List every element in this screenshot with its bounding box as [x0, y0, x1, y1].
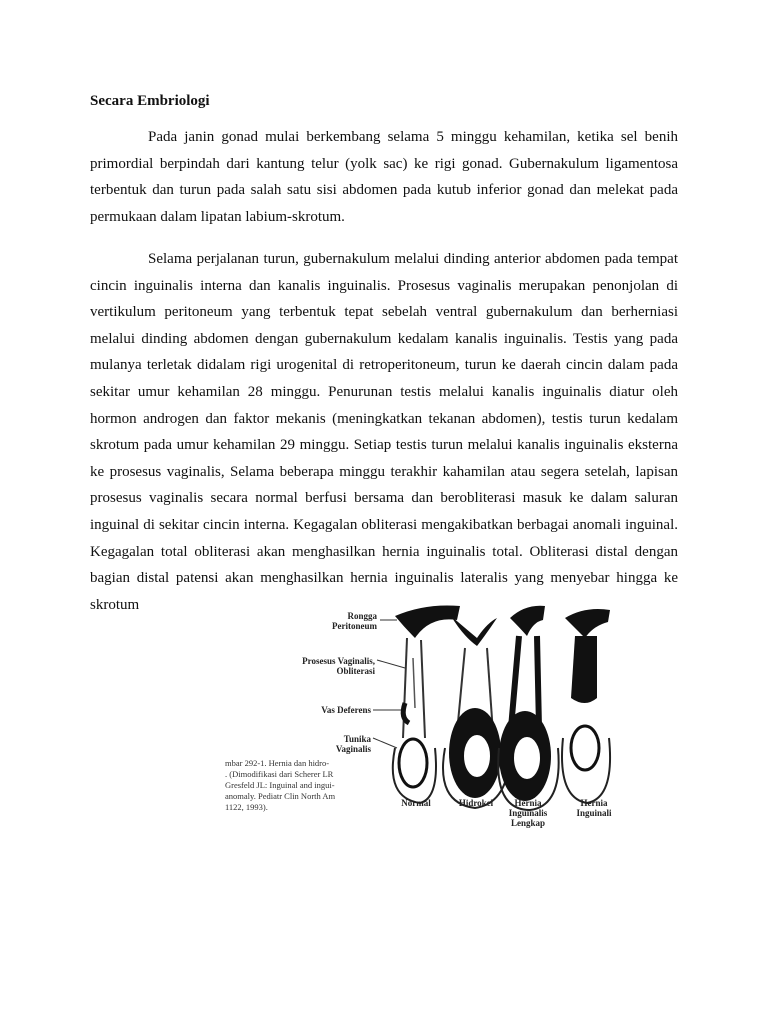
panel-hernia-inguinali-drawing [562, 609, 610, 803]
label-tunika-vaginalis: Tunika Vaginalis [335, 734, 371, 754]
panel-hernia-lengkap-drawing [498, 606, 558, 810]
panel-normal-drawing [393, 605, 460, 803]
paragraph-2: Selama perjalanan turun, gubernakulum melalui dinding anterior abdomen pada tempat cincin inguinalis interna dan kanalis inguinalis. Prosesus vaginalis merupakan penonjolan di vertikulum peritoneum yang terbentuk tepat sebelah ventral gubernakulum dan berherniasi melalui dinding abdomen dengan gubernakulum kedalam kanalis inguinalis. Testis yang pada mulanya terletak didalam rigi urogenital di retroperitoneum, turun ke daerah cincin dalam pada sekitar umur kehamilan 28 minggu. Penurunan testis melalui kanalis inguinalis diatur oleh hormon androgen dan faktor mekanis (meningkatkan tekanan abdomen), testis turun kedalam skrotum pada umur kehamilan 29 minggu. Setiap testis turun melalui kanalis inguinalis eksterna ke prosesus vaginalis, Selama beberapa minggu terakhir kahamilan atau segera setelah, lapisan prosesus vaginalis secara normal berfusi bersama dan berobliterasi masuk ke dalam saluran inguinal di sekitar cincin interna. Kegagalan obliterasi mengakibatkan berbagai anomali inguinal. Kegagalan total obliterasi akan menghasilkan hernia inguinalis total. Obliterasi distal dengan bagian distal patensi akan menghasilkan hernia inguinalis lateralis yang menyebar hingga ke skrotum [90, 251, 678, 613]
figure-caption: mbar 292-1. Hernia dan hidro- . (Dimodifikasi dari Scherer LR Gresfeld JL: Inguinal and ingui- anomaly. Pediatr Clin North Am 1122, 1993). [225, 758, 336, 812]
label-rongga-peritoneum: Rongga Peritoneum [332, 611, 377, 631]
panel-caption-hidrokel: Hidrokel [458, 798, 494, 808]
anatomy-figure [225, 598, 625, 843]
panel-caption-hernia-lengkap: Hernia Inguinalis Lengkap [508, 798, 548, 828]
paragraph-1: Pada janin gonad mulai berkembang selama 5 minggu kehamilan, ketika sel benih primordial berpindah dari kantung telur (yolk sac) ke rigi gonad. Gubernakulum ligamentosa terbentuk dan turun pada salah satu sisi abdomen pada kutub inferior gonad dan melekat pada permukaan dalam lipatan labium-skrotum. [90, 129, 678, 225]
section-heading: Secara Embriologi [90, 93, 210, 109]
panel-caption-normal: Normal [401, 798, 431, 808]
label-vas-deferens: Vas Deferens [321, 705, 371, 715]
label-prosesus-vaginalis: Prosesus Vaginalis, Obliterasi [302, 656, 375, 676]
panel-caption-hernia-inguinali: Hernia Inguinali [576, 798, 612, 818]
